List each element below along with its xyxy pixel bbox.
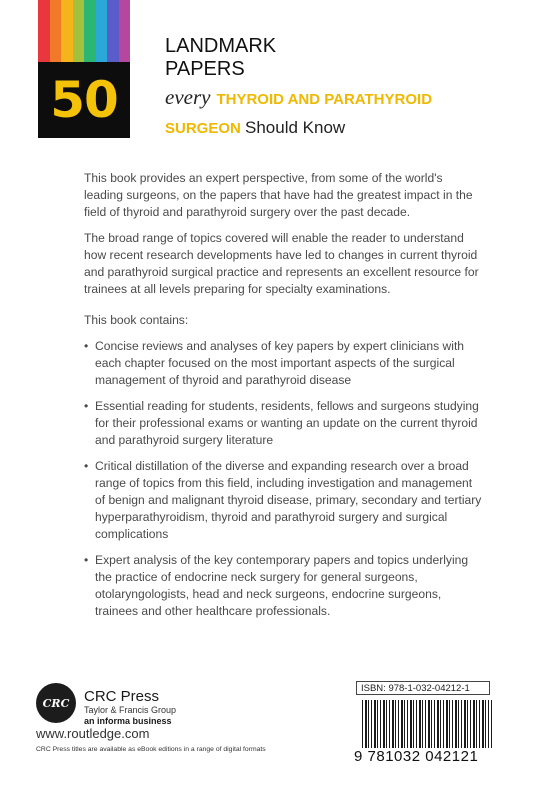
- stripe-6: [107, 0, 119, 62]
- color-stripes: [38, 0, 130, 62]
- ebook-footnote: CRC Press titles are available as eBook editions in a range of digital formats: [36, 746, 266, 753]
- stripe-7: [119, 0, 131, 62]
- list-item: • Expert analysis of the key contemporary papers and topics underlying the practice of endocrine neck surgery for general surgeons, otolaryngologists, head and neck surgeons, endocrine surgeons, trainees and other healthcare professionals.: [84, 552, 484, 620]
- title-every: every: [165, 85, 211, 109]
- isbn-label: ISBN: 978-1-032-04212-1: [361, 682, 470, 694]
- barcode-digits: 9 781032 042121: [354, 748, 479, 765]
- contains-heading: This book contains:: [84, 313, 189, 327]
- title-line-2: PAPERS: [165, 58, 245, 80]
- isbn-box: [356, 681, 490, 695]
- publisher-block: [84, 688, 176, 727]
- description-para-1: This book provides an expert perspective, from some of the world's leading surgeons, on the papers that have had the greatest impact in the field of thyroid and parathyroid surgery over the past decade.: [84, 171, 473, 219]
- crc-logo-text: CRC: [42, 696, 70, 710]
- stripe-2: [61, 0, 73, 62]
- list-item: • Critical distillation of the diverse and expanding research over a broad range of topics from this field, including investigation and management of benign and malignant thyroid disease, primary, secondary and tertiary hyperparathyroidism, thyroid and parathyroid surgery and surgical complications: [84, 458, 484, 543]
- title-end: Should Know: [245, 118, 346, 137]
- stripe-1: [50, 0, 62, 62]
- description: [84, 170, 484, 629]
- contents-list: [84, 338, 484, 620]
- title-line-4: [165, 116, 520, 140]
- publisher-group: Taylor & Francis Group: [84, 705, 177, 715]
- title-highlight-1: THYROID AND PARATHYROID: [216, 91, 433, 108]
- publisher-name: CRC Press: [84, 688, 160, 705]
- book-title: [165, 35, 520, 140]
- list-item: • Essential reading for students, residents, fellows and surgeons studying for their professional exams or wanting an update on the current thyroid and parathyroid surgery literature: [84, 398, 484, 449]
- stripe-3: [73, 0, 85, 62]
- barcode: [362, 700, 492, 748]
- title-line-3: [165, 86, 520, 111]
- website-link[interactable]: www.routledge.com: [36, 726, 150, 741]
- list-item: • Concise reviews and analyses of key papers by expert clinicians with each chapter focused on the most important aspects of the surgical management of thyroid and parathyroid disease: [84, 338, 484, 389]
- title-line-1: LANDMARK: [165, 35, 277, 57]
- stripe-4: [84, 0, 96, 62]
- stripe-5: [96, 0, 108, 62]
- badge-number: 50: [50, 71, 118, 129]
- title-highlight-2: SURGEON: [165, 120, 241, 137]
- stripe-0: [38, 0, 50, 62]
- publisher-informa: an informa business: [84, 716, 172, 726]
- badge-50: [38, 62, 130, 138]
- crc-logo: [36, 683, 76, 723]
- description-para-2: The broad range of topics covered will enable the reader to understand how recent research developments have led to changes in current thyroid and parathyroid surgical practice and represents an excellent resource for trainees at all levels preparing for specialty examinations.: [84, 231, 479, 296]
